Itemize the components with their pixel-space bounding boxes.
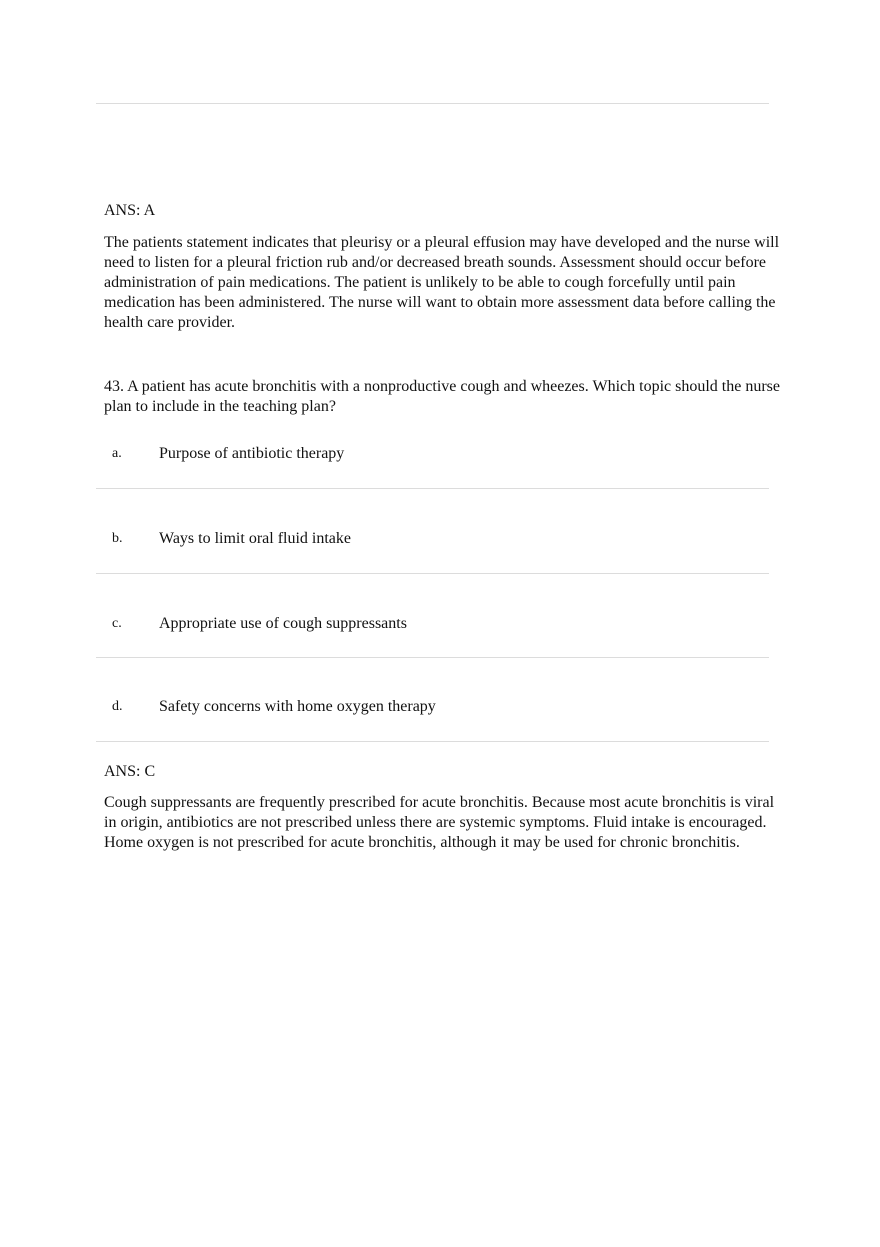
option-letter: a. (112, 446, 122, 461)
option-letter: b. (112, 531, 123, 546)
option-text: Ways to limit oral fluid intake (159, 530, 352, 547)
option-text: Purpose of antibiotic therapy (159, 445, 345, 462)
top-divider (96, 103, 769, 104)
option-b[interactable] (0, 529, 880, 549)
question-text: 43. A patient has acute bronchitis with a nonproductive cough and wheezes. Which topic should the nurse plan to include in the teaching plan? (104, 378, 780, 415)
option-text: Safety concerns with home oxygen therapy (159, 698, 436, 715)
option-d[interactable] (0, 697, 880, 717)
option-c[interactable] (0, 614, 880, 634)
option-text: Appropriate use of cough suppressants (159, 615, 407, 632)
option-divider (96, 657, 769, 658)
previous-answer-label: ANS: A (104, 202, 156, 219)
previous-answer-rationale: The patients statement indicates that pleurisy or a pleural effusion may have developed and the nurse will need to listen for a pleural friction rub and/or decreased breath sounds. Assessment should occur before administration of pain medications. The patient is unlikely to be able to cough forcefully until pain medication has been administered. The nurse will want to obtain more assessment data before calling the health care provider. (104, 234, 780, 331)
answer-label: ANS: C (104, 763, 156, 780)
option-letter: c. (112, 616, 122, 631)
option-a[interactable] (0, 444, 880, 464)
option-divider (96, 741, 769, 742)
option-divider (96, 488, 769, 489)
answer-rationale: Cough suppressants are frequently prescribed for acute bronchitis. Because most acute bronchitis is viral in origin, antibiotics are not prescribed unless there are systemic symptoms. Fluid intake is encouraged. Home oxygen is not prescribed for acute bronchitis, although it may be used for chronic bronchitis. (104, 794, 775, 851)
option-divider (96, 573, 769, 574)
option-letter: d. (112, 699, 123, 714)
